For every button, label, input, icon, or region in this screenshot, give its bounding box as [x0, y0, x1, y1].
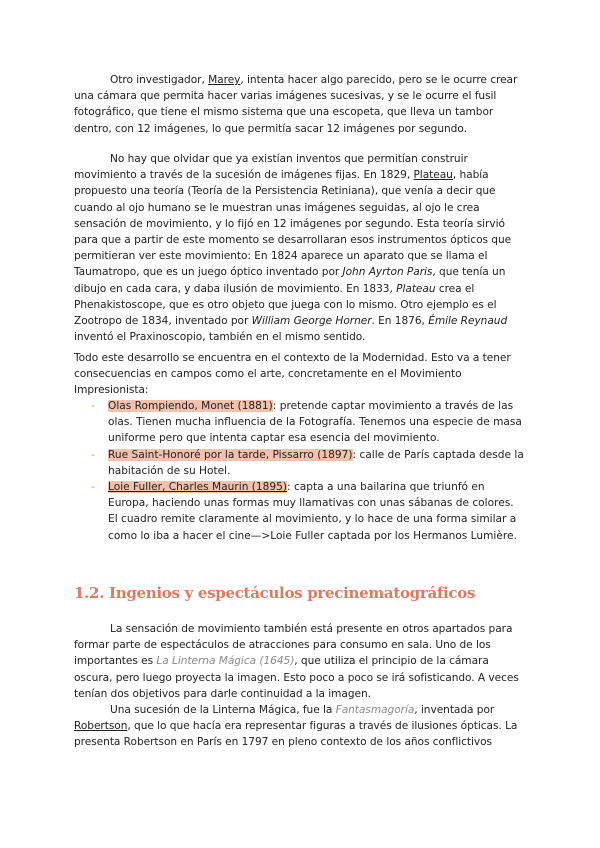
text-run: , que utiliza el principio de la cámara oscura, pero luego proyecta la imagen. Esto poco a poco se irá sofisticando. A veces tenían dos objetivos para darle continuidad a la imagen. [74, 655, 519, 700]
text-run: , inventada por [414, 704, 495, 716]
link-marey[interactable]: Marey [208, 74, 241, 86]
text-run: Una sucesión de la Linterna Mágica, fue la [110, 704, 336, 716]
list-item-text: : pretende captar movimiento a través de las olas. Tienen mucha influencia de la Fotografía. Tenemos una especie de masa uniforme pero que intenta captar esa esencia del movimiento. [108, 400, 522, 445]
text-run: , que tenía un dibujo en cada cara, y daba ilusión de movimiento. En 1833, [74, 266, 506, 295]
paragraph-linterna [74, 621, 526, 702]
link-loie-fuller[interactable]: Loie Fuller, Charles Maurin (1895) [108, 481, 288, 494]
highlight-pissarro: Rue Saint-Honoré por la tarde, Pissarro (1897) [108, 448, 353, 461]
section-heading: 1.2. Ingenios y espectáculos precinematográficos [74, 584, 476, 602]
text-run: inventó el Praxinoscopio, también en el mismo sentido. [74, 331, 366, 344]
link-robertson[interactable]: Robertson [74, 720, 128, 733]
list-item [74, 398, 526, 447]
paragraph-marey [74, 72, 526, 137]
text-run: La sensación de movimiento también está presente en otros apartados para formar parte de espectáculos de atracciones para consumo en sala. Uno de los importantes es [74, 623, 513, 668]
italic-linterna: La Linterna Mágica (1645) [156, 655, 295, 668]
text-run: No hay que olvidar que ya existían inventos que permitían construir movimiento a través de la sucesión de imágenes fijas. En 1829, [74, 153, 468, 182]
italic-plateau: Plateau [396, 282, 436, 295]
text-run: , que lo que hacía era representar figuras a través de ilusiones ópticas. La presenta Robertson en París en 1797 en pleno contexto de los años conflictivos [74, 720, 518, 749]
list-item [74, 479, 526, 544]
dash-bullet: - [91, 448, 95, 461]
italic-reynaud: Émile Reynaud [428, 315, 508, 328]
highlight-monet: Olas Rompiendo, Monet (1881) [108, 400, 273, 412]
link-plateau[interactable]: Plateau [413, 169, 453, 182]
list-item-text: : capta a una bailarina que triunfó en Europa, haciendo unas formas muy llamativas con unas sábanas de colores. El cuadro remite claramente al movimiento, y lo hace de una forma similar a como lo iba a hacer el cine—>Loie Fuller captada por los Hermanos Lumière. [108, 481, 517, 542]
paragraph-modernidad: Todo este desarrollo se encuentra en el contexto de la Modernidad. Esto va a tener consecuencias en campos como el arte, concretamente en el Movimiento Impresionista: [74, 352, 511, 397]
text-run: , intenta hacer algo parecido, pero se le ocurre crear una cámara que permita hacer varias imágenes sucesivas, y se le ocurre el fusil fotográfico, que tiene el mismo sistema que una escopeta, que lleva un tambor dentro, con 12 imágenes, lo que permitía sacar 12 imágenes por segundo. [74, 74, 518, 135]
text-run: Otro investigador, [110, 74, 209, 86]
italic-paris: John Ayrton Paris [342, 266, 433, 279]
list-item-text: : calle de París captada desde la habitación de su Hotel. [108, 448, 524, 477]
dash-bullet: - [91, 481, 95, 494]
text-run: , había propuesto una teoría (Teoría de la Persistencia Retiniana), que venía a decir que cuando al ojo humano se le muestran unas imágenes seguidas, al ojo le crea sensación de movimiento, y lo fijó en 12 imágenes por segundo. Esta teoría sirvió para que a partir de este momento se desarrollaran esos instrumentos ópticos que permitieran ver este movimiento: En 1824 aparece un aparato que se llama el Taumatropo, que es un juego óptico inventado por [74, 169, 512, 279]
paragraph-fantasmagoria [74, 702, 526, 751]
italic-fantasmagoria: Fantasmagoría [335, 704, 415, 716]
text-run: . En 1876, [371, 315, 429, 328]
paragraph-inventos [74, 151, 526, 345]
list-item [74, 447, 526, 479]
dash-bullet: - [91, 400, 95, 412]
italic-horner: William George Horner [251, 315, 372, 328]
text-run: crea el Phenakistoscope, que es otro objeto que juega con lo mismo. Otro ejemplo es el Zootropo de 1834, inventado por [74, 282, 497, 328]
impressionism-list [74, 398, 526, 544]
